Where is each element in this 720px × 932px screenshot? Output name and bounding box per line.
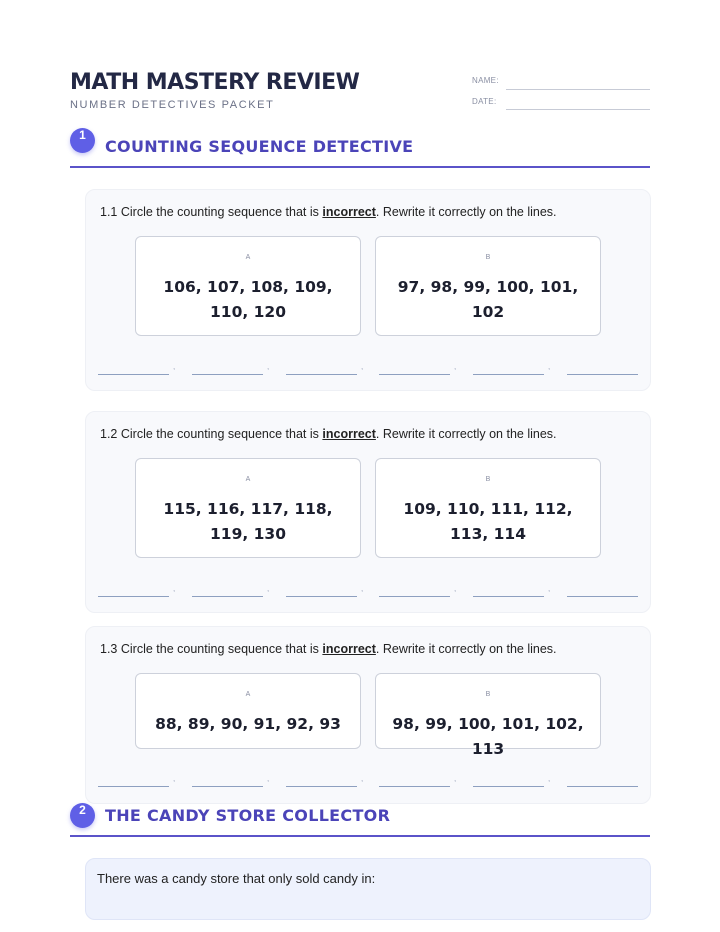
answer-blank[interactable] [473,374,544,375]
answer-blank[interactable] [567,786,638,787]
answer-blank[interactable] [192,596,263,597]
answer-blank[interactable] [473,596,544,597]
option-label: B [485,476,491,483]
separator-comma: , [173,774,176,783]
separator-comma: , [548,584,551,593]
candy-store-intro-box [85,858,651,920]
intro-text: There was a candy store that only sold candy in: [97,871,376,886]
answer-blank[interactable] [192,786,263,787]
option-sequence: 109, 110, 111, 112, 113, 114 [403,500,573,543]
option-a-box[interactable] [135,458,361,558]
answer-blank[interactable] [286,374,357,375]
section-title: THE CANDY STORE COLLECTOR [105,806,391,825]
prompt-keyword: incorrect [322,205,376,219]
answer-blank[interactable] [286,596,357,597]
question-prompt: 1.2 Circle the counting sequence that is incorrect. Rewrite it correctly on the lines. [100,427,557,441]
answer-blank[interactable] [379,374,450,375]
option-label: A [245,691,251,698]
answer-blank[interactable] [567,596,638,597]
separator-comma: , [548,362,551,371]
separator-comma: , [173,362,176,371]
answer-blank[interactable] [98,374,169,375]
separator-comma: , [454,774,457,783]
section-number-badge: 2 [70,803,95,828]
answer-blank[interactable] [567,374,638,375]
separator-comma: , [548,774,551,783]
option-sequence: 88, 89, 90, 91, 92, 93 [155,715,341,733]
separator-comma: , [361,774,364,783]
section-2-header [70,799,650,837]
section-1-header [70,130,650,168]
option-b-box[interactable] [375,236,601,336]
question-prompt: 1.3 Circle the counting sequence that is incorrect. Rewrite it correctly on the lines. [100,642,557,656]
option-b-box[interactable] [375,458,601,558]
option-sequence: 115, 116, 117, 118, 119, 130 [163,500,333,543]
section-title: COUNTING SEQUENCE DETECTIVE [105,137,414,156]
separator-comma: , [267,584,270,593]
separator-comma: , [267,362,270,371]
option-sequence: 98, 99, 100, 101, 102, 113 [392,715,584,758]
option-label: A [245,254,251,261]
option-label: B [485,691,491,698]
worksheet-subtitle: NUMBER DETECTIVES PACKET [70,99,275,111]
answer-blank[interactable] [98,786,169,787]
prompt-keyword: incorrect [322,427,376,441]
answer-blank[interactable] [379,786,450,787]
name-line[interactable] [506,89,650,90]
separator-comma: , [267,774,270,783]
answer-blank[interactable] [286,786,357,787]
question-prompt: 1.1 Circle the counting sequence that is incorrect. Rewrite it correctly on the lines. [100,205,557,219]
name-label: NAME: [472,76,499,85]
question-card-1-2 [85,411,651,613]
date-label: DATE: [472,97,497,106]
question-card-1-3 [85,626,651,804]
answer-blank[interactable] [192,374,263,375]
separator-comma: , [454,584,457,593]
option-b-box[interactable] [375,673,601,758]
answer-blank[interactable] [98,596,169,597]
worksheet-title: MATH MASTERY REVIEW [70,70,360,95]
separator-comma: , [173,584,176,593]
option-sequence: 106, 107, 108, 109, 110, 120 [163,278,333,321]
separator-comma: , [361,584,364,593]
option-a-box[interactable] [135,673,361,749]
answer-blank[interactable] [379,596,450,597]
option-a-box[interactable] [135,236,361,336]
date-line[interactable] [506,109,650,110]
option-label: A [245,476,251,483]
section-number-badge: 1 [70,128,95,153]
answer-blank[interactable] [473,786,544,787]
separator-comma: , [454,362,457,371]
question-card-1-1 [85,189,651,391]
option-sequence: 97, 98, 99, 100, 101, 102 [397,278,579,321]
prompt-keyword: incorrect [322,642,376,656]
option-label: B [485,254,491,261]
separator-comma: , [361,362,364,371]
